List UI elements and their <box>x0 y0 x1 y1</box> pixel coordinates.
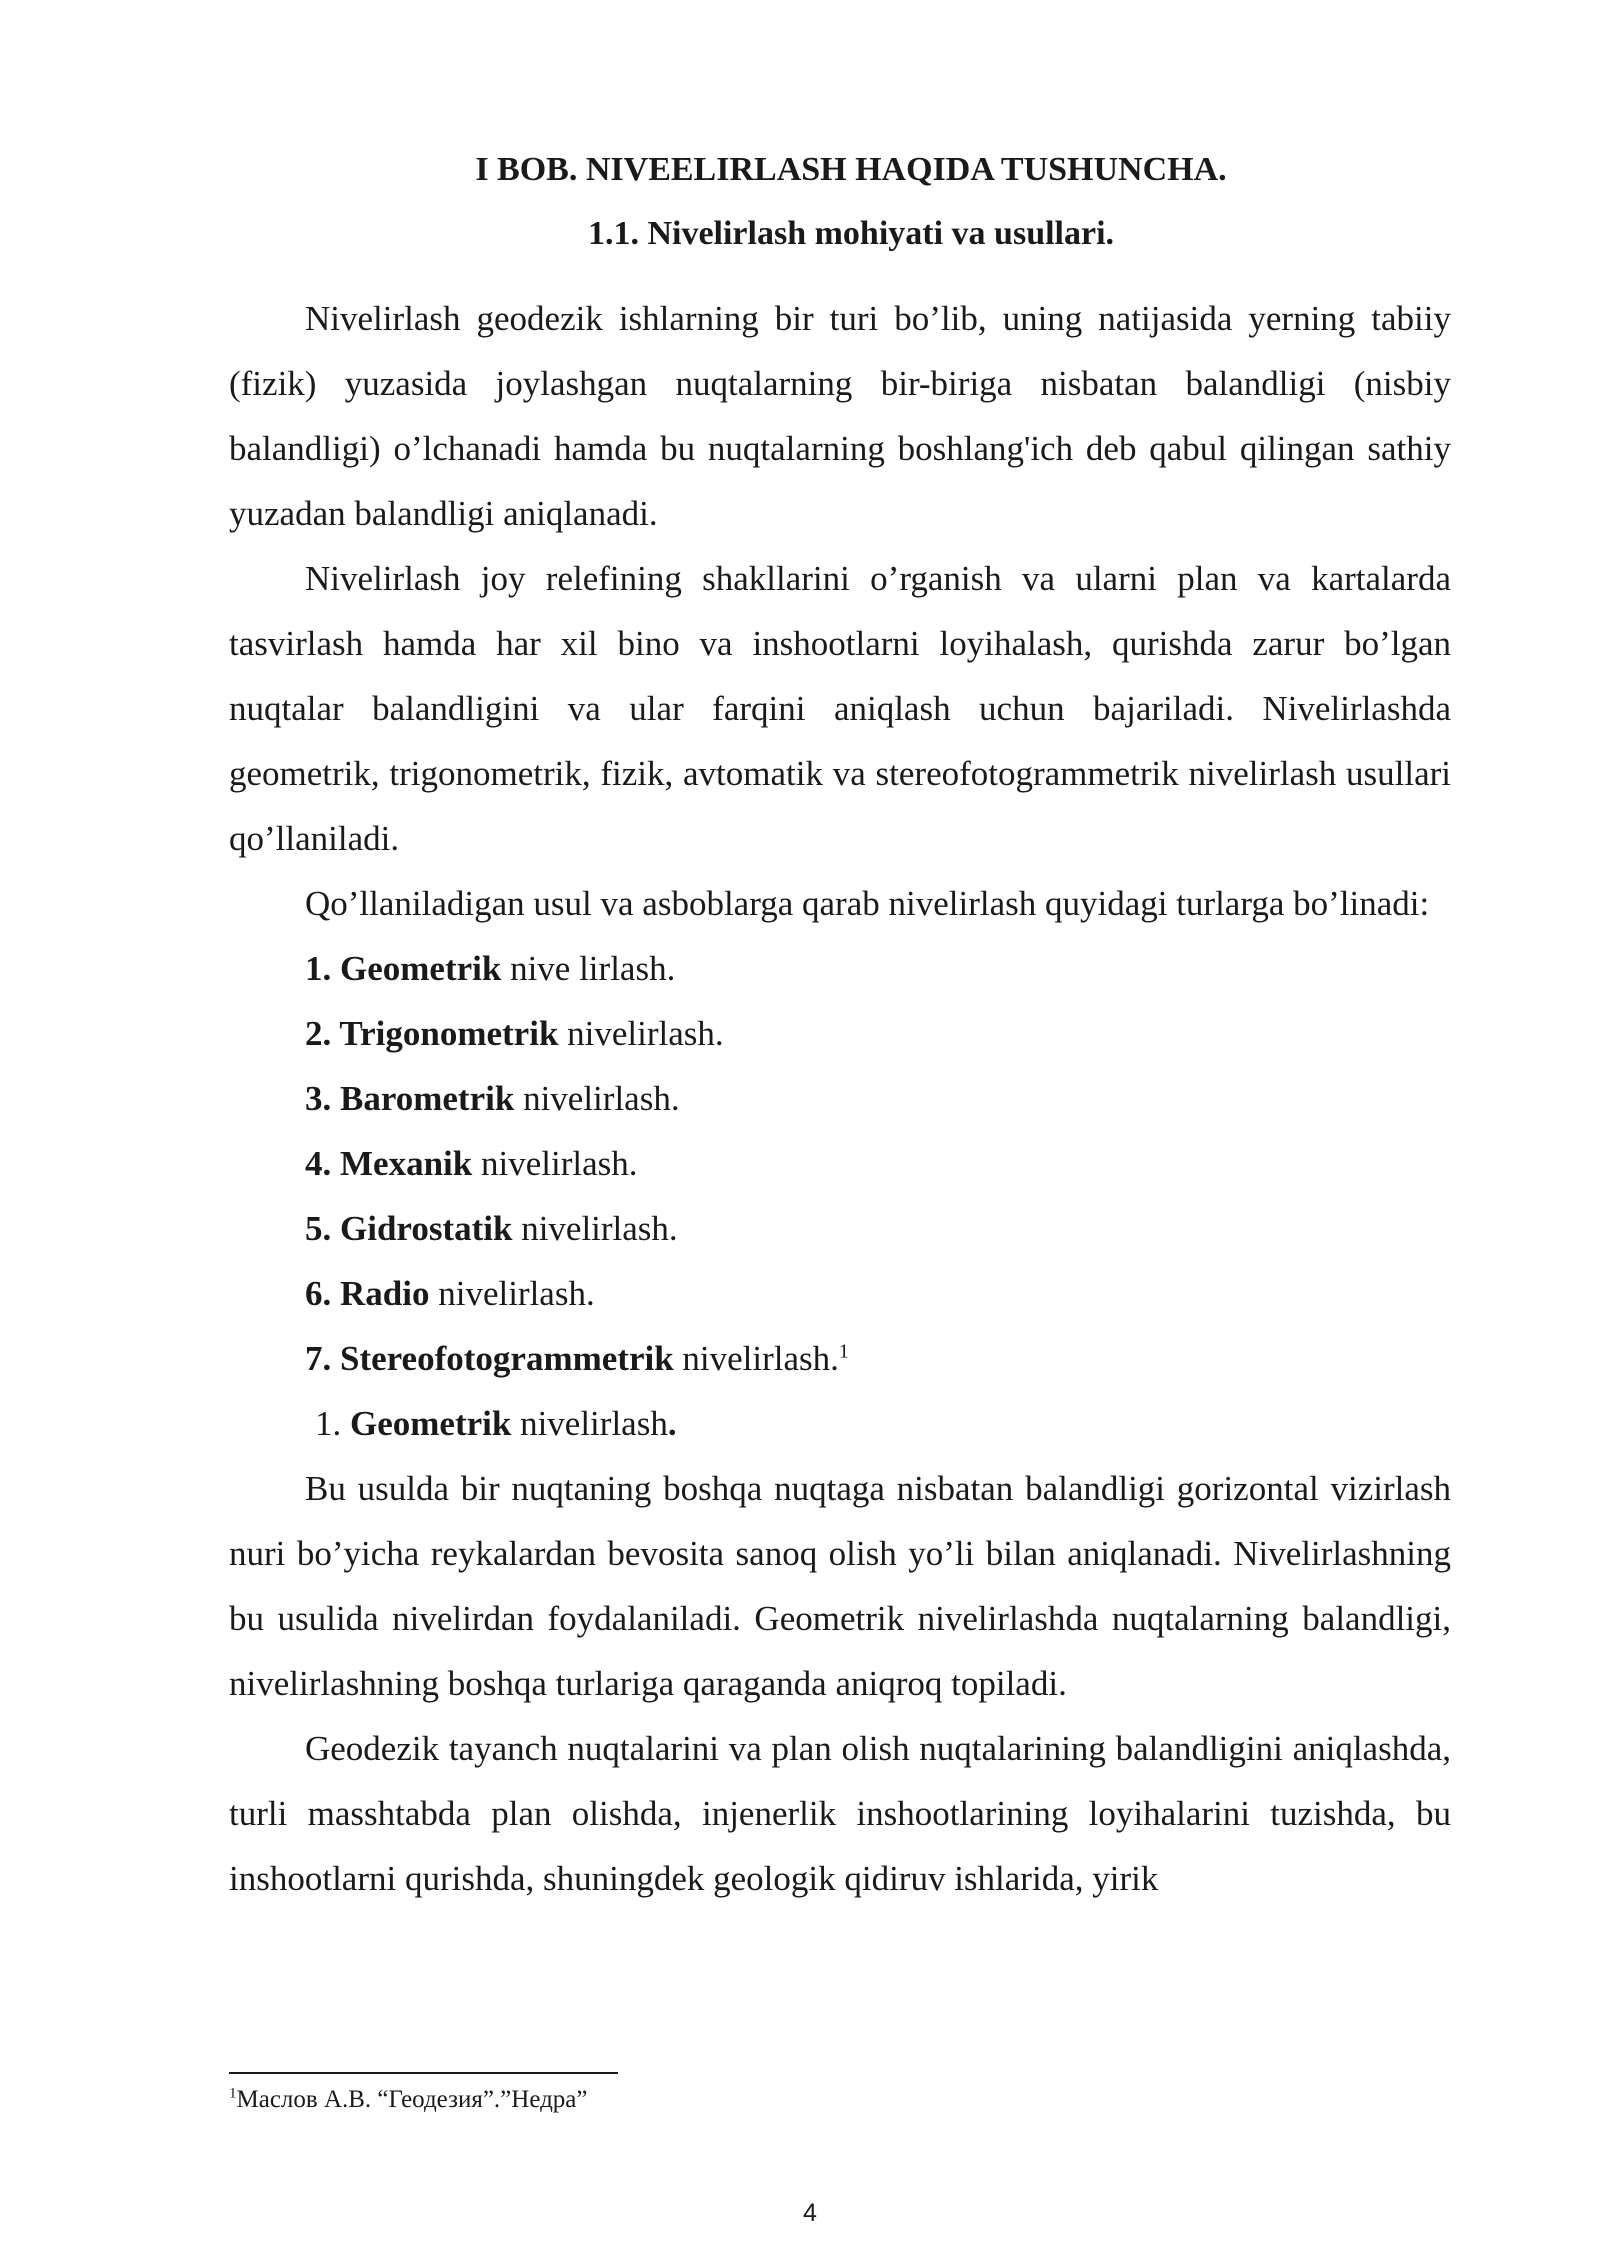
method-suffix: nivelirlash. <box>512 1209 678 1248</box>
method-name: 6. Radio <box>305 1274 430 1313</box>
footnote-divider <box>229 2072 618 2074</box>
paragraph-geometric-method: Bu usulda bir nuqtaning boshqa nuqtaga nisbatan balandligi gorizontal vizirlash nuri bo’yicha reykalardan bevosita sanoq olish yo’li bilan aniqlanadi. Nivelirlashning bu usulida nivelirdan foydalaniladi. Geometrik nivelirlashda nuqtalarning balandligi, nivelirlashning boshqa turlariga qaraganda aniqroq topiladi. <box>229 1469 1451 1703</box>
method-name: 2. Trigonometrik <box>305 1014 559 1053</box>
method-name: 1. Geometrik <box>305 949 502 988</box>
footnote-reference[interactable]: 1 <box>838 1340 849 1363</box>
method-suffix: nivelirlash. <box>429 1274 595 1313</box>
paragraph-purpose: Nivelirlash joy relefining shakllarini o’rganish va ularni plan va kartalarda tasvirlash hamda har xil bino va inshootlarni loyihalash, qurishda zarur bo’lgan nuqtalar balandligini va ular farqini aniqlash uchun bajariladi. Nivelirlashda geometrik, trigonometrik, fizik, avtomatik va stereofotogrammetrik nivelirlash usullari qo’llaniladi. <box>229 559 1451 858</box>
method-suffix: nivelirlash. <box>514 1079 680 1118</box>
method-name: 7. Stereofotogrammetrik <box>305 1339 674 1378</box>
list-item <box>229 1001 1451 1066</box>
method-name: 3. Barometrik <box>305 1079 515 1118</box>
section-title: 1.1. Nivelirlash mohiyati va usullari. <box>587 215 1115 252</box>
list-item <box>229 1131 1451 1196</box>
list-item <box>229 1261 1451 1326</box>
list-item <box>229 1326 1451 1391</box>
list-item <box>229 1196 1451 1261</box>
subheading-number: 1. <box>315 1404 350 1443</box>
subheading-end: . <box>667 1404 677 1443</box>
method-suffix: nivelirlash. <box>673 1339 839 1378</box>
footnote <box>229 2084 588 2116</box>
method-suffix: nive lirlash. <box>501 949 676 988</box>
footnote-text: Маслов А.В. “Геодезия”.”Недра” <box>236 2086 588 2113</box>
page-number: 4 <box>803 2199 817 2227</box>
list-item <box>229 1066 1451 1131</box>
subheading-rest: nivelirlash <box>511 1404 668 1443</box>
method-suffix: nivelirlash. <box>472 1144 638 1183</box>
paragraph-definition: Nivelirlash geodezik ishlarning bir turi bo’lib, uning natijasida yerning tabiiy (fizik) yuzasida joylashgan nuqtalarning bir-biriga nisbatan balandligi (nisbiy balandligi) o’lchanadi hamda bu nuqtalarning boshlang'ich deb qabul qilingan sathiy yuzadan balandligi aniqlanadi. <box>229 299 1451 533</box>
method-suffix: nivelirlash. <box>558 1014 724 1053</box>
method-name: 4. Mexanik <box>305 1144 473 1183</box>
subheading-geometric <box>229 1391 1451 1456</box>
method-name: 5. Gidrostatik <box>305 1209 513 1248</box>
paragraph-applications: Geodezik tayanch nuqtalarini va plan olish nuqtalarining balandligini aniqlashda, turli masshtabda plan olishda, injenerlik inshootlarining loyihalarini tuzishda, bu inshootlarni qurishda, shuningdek geologik qidiruv ishlarida, yirik <box>229 1729 1451 1898</box>
paragraph-types-intro: Qo’llaniladigan usul va asboblarga qarab nivelirlash quyidagi turlarga bo’linadi: <box>305 884 1430 923</box>
document-page <box>229 150 1451 1911</box>
methods-list <box>229 936 1451 1391</box>
list-item <box>229 936 1451 1001</box>
footnote-mark: 1 <box>229 2085 237 2102</box>
chapter-title: I BOB. NIVEELIRLASH HAQIDA TUSHUNCHA. <box>475 151 1227 188</box>
subheading-bold: Geometrik <box>350 1404 512 1443</box>
